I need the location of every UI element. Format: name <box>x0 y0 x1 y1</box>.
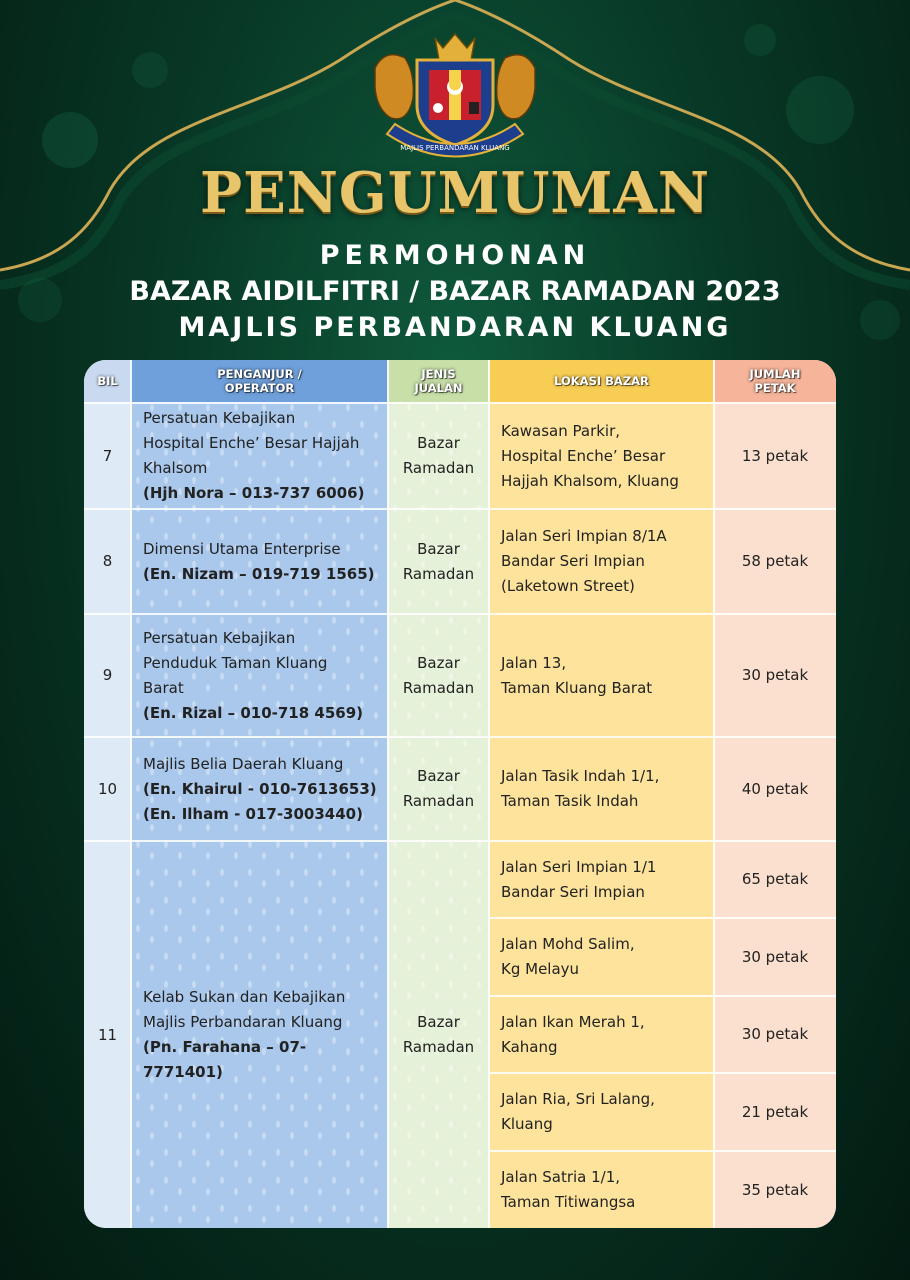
cell-jenis: Bazar Ramadan <box>402 767 475 810</box>
bazar-table <box>84 360 836 1228</box>
cell-jumlah: 35 petak <box>741 1180 809 1199</box>
cell-jenis: Bazar Ramadan <box>402 1013 475 1056</box>
cell-lokasi: Jalan Seri Impian 8/1A Bandar Seri Impian (Laketown Street) <box>501 527 667 595</box>
table-header <box>84 360 836 402</box>
cell-lokasi: Jalan Mohd Salim, Kg Melayu <box>501 935 635 978</box>
mpk-emblem <box>365 28 545 163</box>
cell-jenis: Bazar Ramadan <box>402 539 475 583</box>
page-title: PENGUMUMAN <box>199 160 711 226</box>
emblem-label: MAJLIS PERBANDARAN KLUANG <box>400 144 510 152</box>
cell-lokasi: Jalan 13, Taman Kluang Barat <box>501 653 653 697</box>
cell-jumlah: 30 petak <box>741 1025 809 1043</box>
cell-penganjur: Persatuan Kebajikan Hospital Enche’ Besar Hajjah Khalsom (Hjh Nora – 013-737 6006) <box>143 409 365 502</box>
cell-penganjur: Kelab Sukan dan Kebajikan Majlis Perbandaran Kluang (Pn. Farahana – 07-7771401) <box>143 988 346 1081</box>
cell-jumlah: 65 petak <box>741 870 809 888</box>
subtitle-majlis: MAJLIS PERBANDARAN KLUANG <box>178 312 732 343</box>
cell-jenis: Bazar Ramadan <box>402 434 475 477</box>
cell-bil: 7 <box>102 446 113 465</box>
header-lokasi: LOKASI BAZAR <box>489 360 714 402</box>
cell-lokasi: Jalan Seri Impian 1/1 Bandar Seri Impian <box>501 857 657 901</box>
subtitle-bazar: BAZAR AIDILFITRI / BAZAR RAMADAN 2023 <box>129 276 781 307</box>
cell-lokasi: Kawasan Parkir, Hospital Enche’ Besar Hajjah Khalsom, Kluang <box>501 421 679 490</box>
cell-bil: 11 <box>97 1025 118 1044</box>
subtitle-permohonan: PERMOHONAN <box>319 240 591 271</box>
cell-bil: 8 <box>102 552 113 570</box>
cell-jumlah: 30 petak <box>741 947 809 966</box>
header-jumlah: JUMLAH PETAK <box>714 360 836 402</box>
cell-penganjur: Dimensi Utama Enterprise (En. Nizam – 019-719 1565) <box>143 539 375 583</box>
cell-lokasi: Jalan Satria 1/1, Taman Titiwangsa <box>501 1168 636 1211</box>
cell-jumlah: 30 petak <box>741 666 809 684</box>
cell-bil: 9 <box>102 666 113 684</box>
header-penganjur: PENGANJUR / OPERATOR <box>131 360 388 402</box>
cell-jumlah: 13 petak <box>741 446 809 465</box>
cell-lokasi: Jalan Ria, Sri Lalang, Kluang <box>501 1090 655 1133</box>
cell-jumlah: 40 petak <box>741 779 809 798</box>
cell-jenis: Bazar Ramadan <box>402 653 475 697</box>
cell-penganjur: Majlis Belia Daerah Kluang (En. Khairul - 010-7613653) (En. Ilham - 017-3003440) <box>143 754 377 823</box>
cell-jumlah: 58 petak <box>741 552 809 570</box>
header-jenis: JENIS JUALAN <box>388 360 489 402</box>
header-bil: BIL <box>84 360 131 402</box>
cell-lokasi: Jalan Tasik Indah 1/1, Taman Tasik Indah <box>501 767 660 810</box>
cell-lokasi: Jalan Ikan Merah 1, Kahang <box>501 1012 645 1056</box>
cell-penganjur: Persatuan Kebajikan Penduduk Taman Kluang Barat (En. Rizal – 010-718 4569) <box>143 628 364 722</box>
cell-jumlah: 21 petak <box>741 1102 809 1121</box>
cell-bil: 10 <box>97 779 118 798</box>
